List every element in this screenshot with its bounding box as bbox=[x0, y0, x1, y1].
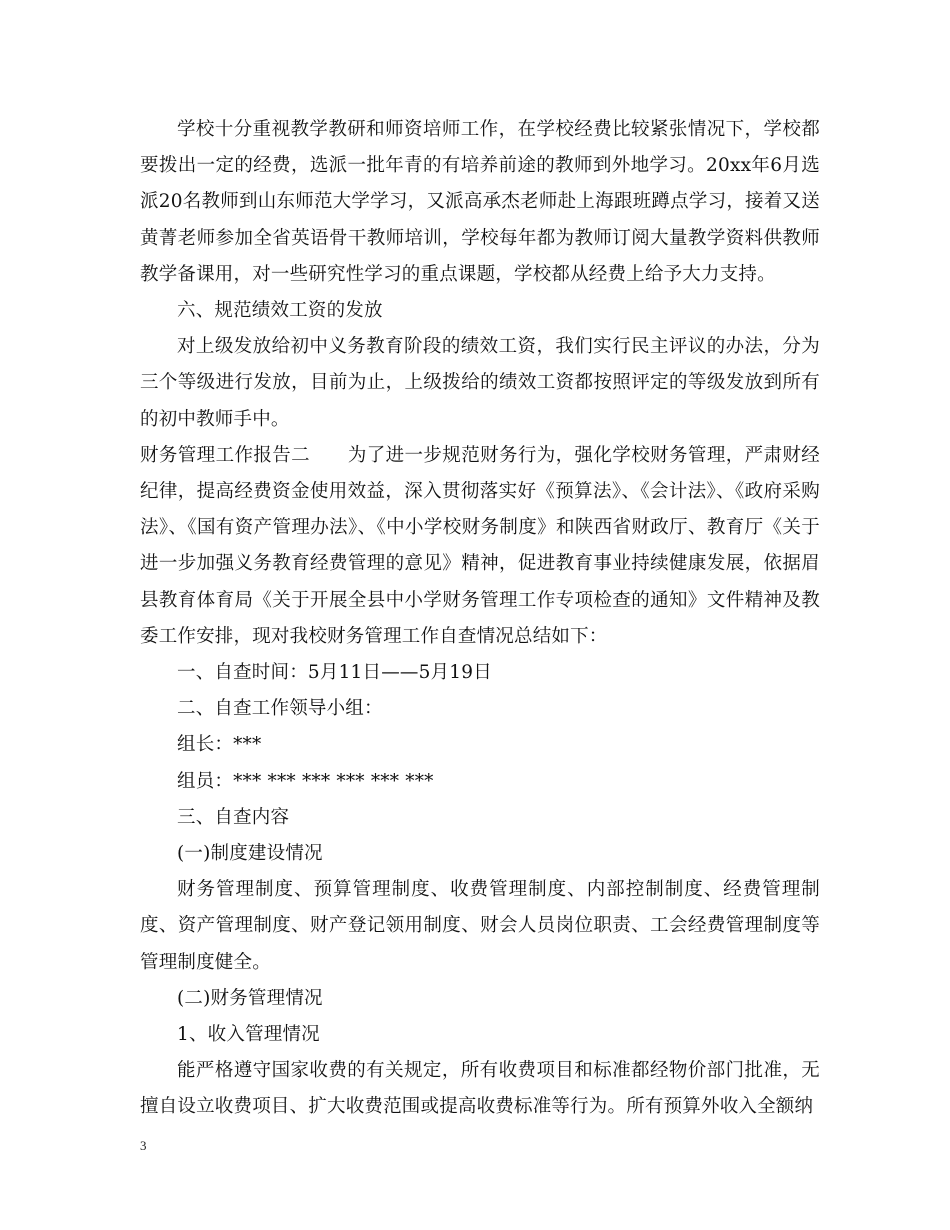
paragraph-report-two-intro: 财务管理工作报告二 为了进一步规范财务行为，强化学校财务管理，严肃财经纪律，提高经费资金使用效益，深入贯彻落实好《预算法》、《会计法》、《政府采购法》、《国有资产管理办法》、《中小学校财务制度》和陕西省财政厅、教育厅《关于进一步加强义务教育经费管理的意见》精神，促进教育事业持续健康发展，依据眉县教育体育局《关于开展全县中小学财务管理工作专项检查的通知》文件精神及教委工作安排，现对我校财务管理工作自查情况总结如下： bbox=[140, 444, 820, 647]
item-inspection-time: 一、自查时间：5月11日——5月19日 bbox=[177, 662, 492, 684]
subheading-financial-management: (二)财务管理情况 bbox=[177, 987, 323, 1009]
subheading-income-management: 1、收入管理情况 bbox=[177, 1024, 320, 1046]
page-number: 3 bbox=[140, 1138, 147, 1153]
heading-inspection-content: 三、自查内容 bbox=[177, 806, 290, 828]
paragraph-income-management: 能严格遵守国家收费的有关规定，所有收费项目和标准都经物价部门批准，无擅自设立收费项目、扩大收费范围或提高收费标准等行为。所有预算外收入全额纳 bbox=[140, 1060, 820, 1118]
paragraph-performance-pay: 对上级发放给初中义务教育阶段的绩效工资，我们实行民主评议的办法，分为三个等级进行发放，目前为止，上级拨给的绩效工资都按照评定的等级发放到所有的初中教师手中。 bbox=[140, 336, 820, 430]
item-group-leader: 组长：*** bbox=[177, 734, 262, 756]
heading-performance-pay: 六、规范绩效工资的发放 bbox=[177, 300, 383, 322]
document-body bbox=[140, 112, 820, 1126]
paragraph-teacher-training: 学校十分重视教学教研和师资培师工作，在学校经费比较紧张情况下，学校都要拨出一定的经费，选派一批年青的有培养前途的教师到外地学习。20xx年6月选派20名教师到山东师范大学学习，又派高承杰老师赴上海跟班蹲点学习，接着又送黄菁老师参加全省英语骨干教师培训，学校每年都为教师订阅大量教学资料供教师教学备课用，对一些研究性学习的重点课题，学校都从经费上给予大力支持。 bbox=[140, 119, 820, 285]
subheading-system-construction: (一)制度建设情况 bbox=[177, 843, 323, 865]
item-leadership-group: 二、自查工作领导小组： bbox=[177, 698, 383, 720]
paragraph-system-list: 财务管理制度、预算管理制度、收费管理制度、内部控制制度、经费管理制度、资产管理制度、财产登记领用制度、财会人员岗位职责、工会经费管理制度等管理制度健全。 bbox=[140, 879, 820, 973]
item-group-members: 组员：*** *** *** *** *** *** bbox=[177, 770, 434, 792]
